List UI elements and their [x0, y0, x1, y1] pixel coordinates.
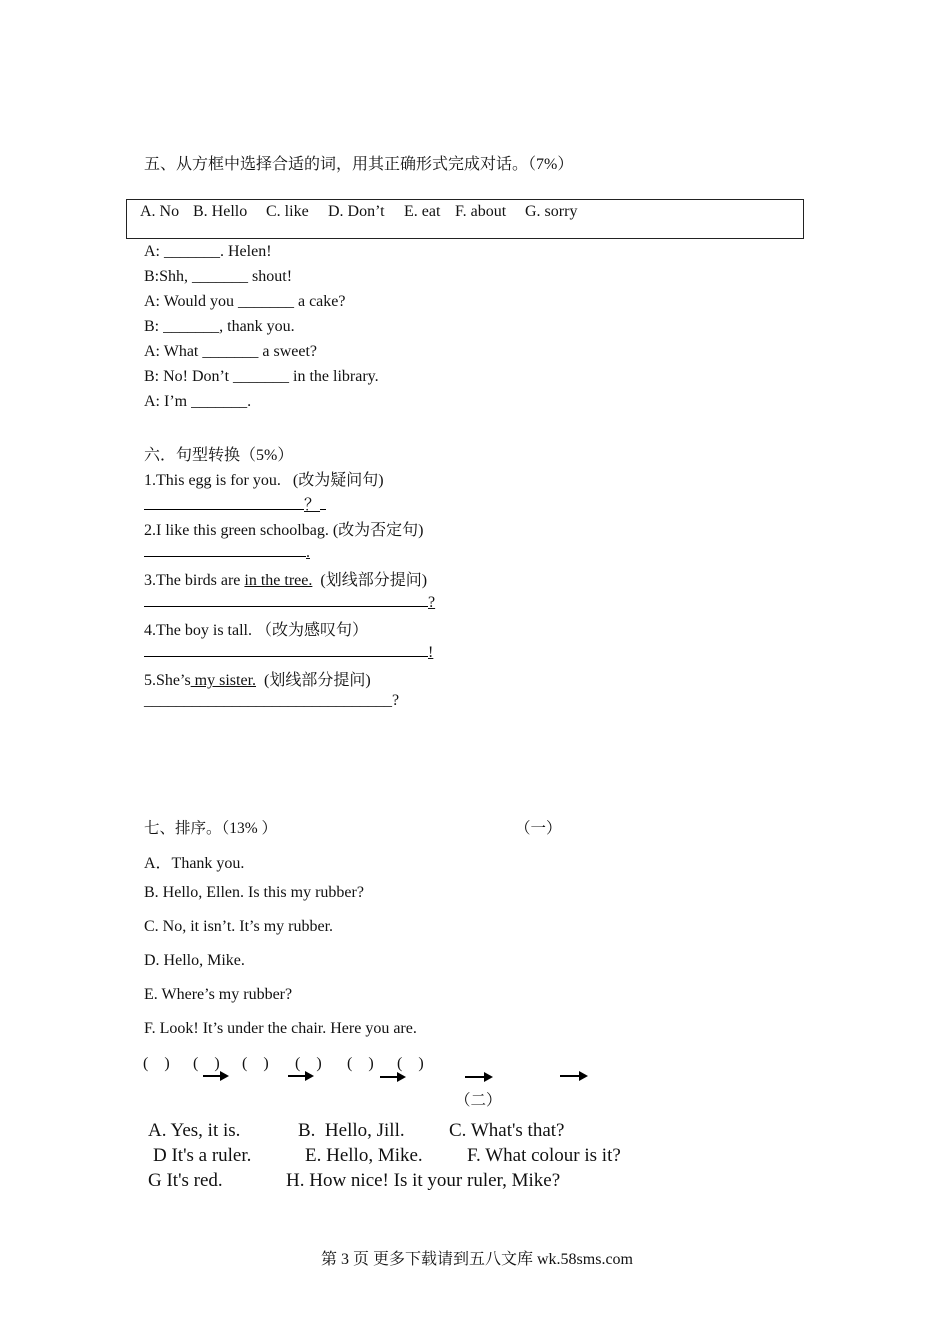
dialogue-line: B:Shh, _______ shout! — [144, 268, 293, 285]
order-slot[interactable]: ( ) — [347, 1055, 374, 1072]
underlined-phrase: in the tree. — [244, 572, 313, 589]
dialogue-line: A: Would you _______ a cake? — [144, 293, 346, 310]
transform-item: 5.She’s my sister. (划线部分提问) — [144, 672, 371, 689]
dialogue-line: A: I’m _______. — [144, 393, 252, 410]
arrow-right-icon — [203, 1075, 227, 1077]
arrow-right-icon — [465, 1076, 491, 1078]
answer-line[interactable]: ？ — [144, 492, 326, 515]
part-label: （二） — [455, 1092, 502, 1109]
section5-heading: 五、从方框中选择合适的词，用其正确形式完成对话。（7%） — [144, 156, 574, 173]
order-slot[interactable]: ( ) — [397, 1055, 424, 1072]
dialogue-line: B: No! Don’t _______ in the library. — [144, 368, 379, 385]
sentence-option: A. Yes, it is. — [148, 1120, 241, 1141]
sentence-option: C. What's that? — [449, 1120, 565, 1141]
transform-item: 1.This egg is for you. (改为疑问句) — [144, 472, 384, 489]
sentence-option: D. Hello, Mike. — [144, 952, 245, 969]
page-footer: 第 3 页 更多下载请到五八文库 wk.58sms.com — [321, 1251, 634, 1268]
answer-line[interactable]: ! — [144, 642, 433, 662]
word-option: E. eat — [404, 203, 441, 220]
sentence-option: E. Where’s my rubber? — [144, 986, 293, 1003]
section7-heading: 七、排序。（13% ） — [144, 820, 278, 837]
arrow-right-icon — [380, 1076, 404, 1078]
section6-heading: 六．句型转换（5%） — [144, 447, 294, 464]
sentence-option: D It's a ruler. — [153, 1145, 252, 1166]
word-option: C. like — [266, 203, 309, 220]
order-slot[interactable]: ( ) — [242, 1055, 269, 1072]
sentence-option: F. Look! It’s under the chair. Here you are. — [144, 1020, 417, 1037]
sentence-option: H. How nice! Is it your ruler, Mike? — [286, 1170, 561, 1191]
transform-item: 2.I like this green schoolbag. (改为否定句) — [144, 522, 424, 539]
sentence-option: E. Hello, Mike. — [305, 1145, 423, 1166]
order-slot[interactable]: ( ) — [295, 1055, 322, 1072]
dialogue-line: A: _______. Helen! — [144, 243, 272, 260]
arrow-right-icon — [560, 1075, 586, 1077]
sentence-option: B. Hello, Jill. — [298, 1120, 405, 1141]
answer-line[interactable]: _______________________________? — [144, 692, 400, 709]
dialogue-line: B: _______, thank you. — [144, 318, 295, 335]
sentence-option: B. Hello, Ellen. Is this my rubber? — [144, 884, 364, 901]
arrow-right-icon — [288, 1075, 312, 1077]
word-option: G. sorry — [525, 203, 578, 220]
order-slot[interactable]: ( ) — [193, 1055, 220, 1072]
order-slot[interactable]: ( ) — [143, 1055, 170, 1072]
transform-item: 4.The boy is tall. （改为感叹句） — [144, 622, 368, 639]
answer-line[interactable]: . — [144, 542, 310, 562]
underlined-phrase: my sister. — [190, 672, 257, 689]
word-option: D. Don’t — [328, 203, 385, 220]
sentence-option: A．Thank you. — [144, 855, 245, 872]
sentence-option: F. What colour is it? — [467, 1145, 621, 1166]
sentence-option: G It's red. — [148, 1170, 223, 1191]
part-label: （一） — [515, 820, 562, 837]
dialogue-line: A: What _______ a sweet? — [144, 343, 317, 360]
word-option: A. No — [140, 203, 180, 220]
transform-item: 3.The birds are in the tree. (划线部分提问) — [144, 572, 428, 589]
sentence-option: C. No, it isn’t. It’s my rubber. — [144, 918, 334, 935]
word-option: F. about — [455, 203, 507, 220]
answer-line[interactable]: ? — [144, 592, 435, 612]
word-option: B. Hello — [193, 203, 248, 220]
